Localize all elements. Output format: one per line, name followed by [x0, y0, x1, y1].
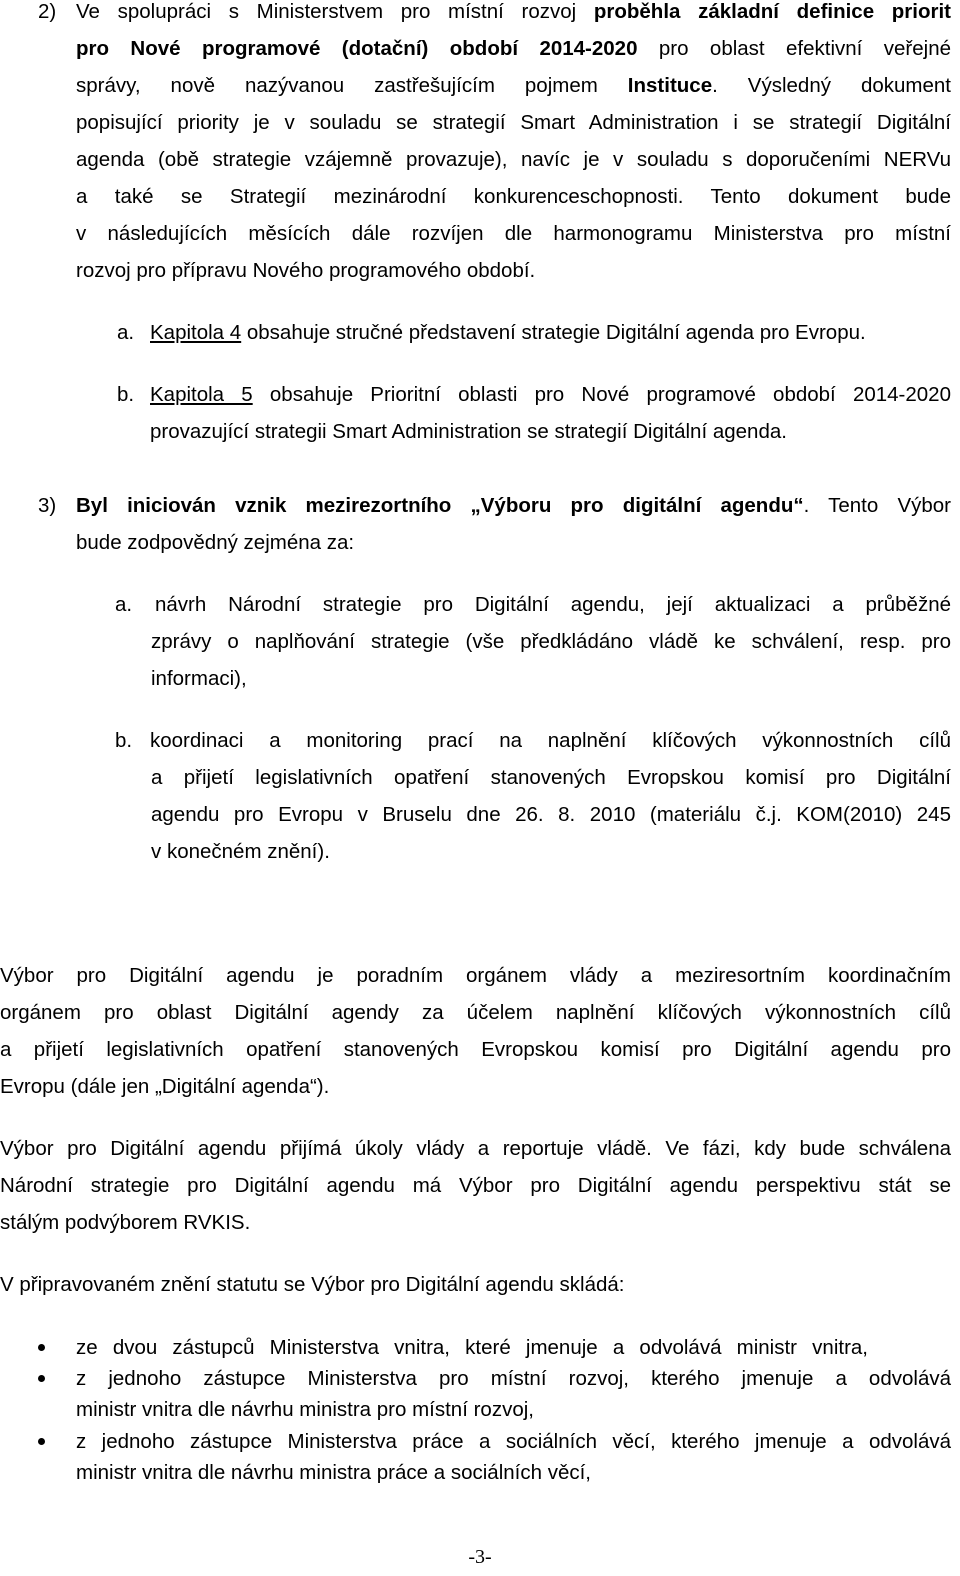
item2-line3: správy, nově nazývanou zastřešujícím pojmem Instituce. Výsledný dokument	[76, 74, 951, 97]
para1-line2: orgánem pro oblast Digitální agendy za účelem naplnění klíčových výkonnostních cílů	[0, 1001, 951, 1024]
item3-sub-b-line4: v konečném znění).	[151, 840, 330, 863]
kapitola-5-link[interactable]: Kapitola 5	[150, 383, 253, 406]
item3-sub-a-marker: a.	[115, 593, 133, 616]
item3-sub-a-line1: návrh Národní strategie pro Digitální agendu, její aktualizaci a průběžné	[155, 593, 951, 616]
bullet-3-line2: ministr vnitra dle návrhu ministra práce a sociálních věcí,	[76, 1461, 591, 1484]
para2-line2: Národní strategie pro Digitální agendu má Výbor pro Digitální agendu perspektivu stát se	[0, 1174, 951, 1197]
item2-line7: v následujících měsících dále rozvíjen dle harmonogramu Ministerstva pro místní	[76, 222, 951, 245]
item3-sub-b-marker: b.	[115, 729, 133, 752]
item2-sub-b-text1: Kapitola 5 obsahuje Prioritní oblasti pro Nové programové období 2014-2020	[150, 383, 951, 406]
bullet-dot	[38, 1344, 45, 1351]
para1-line3: a přijetí legislativních opatření stanovených Evropskou komisí pro Digitální agendu pro	[0, 1038, 951, 1061]
bullet-1-line1: ze dvou zástupců Ministerstva vnitra, které jmenuje a odvolává ministr vnitra,	[76, 1336, 868, 1359]
item2-line8: rozvoj pro přípravu Nového programového období.	[76, 259, 536, 282]
item3-line1: Byl iniciován vznik mezirezortního „Výboru pro digitální agendu“. Tento Výbor	[76, 494, 951, 517]
item3-sub-b-line3: agendu pro Evropu v Bruselu dne 26. 8. 2010 (materiálu č.j. KOM(2010) 245	[151, 803, 951, 826]
item3-sub-b-line1: koordinaci a monitoring prací na naplnění klíčových výkonnostních cílů	[150, 729, 951, 752]
bullet-2-line2: ministr vnitra dle návrhu ministra pro místní rozvoj,	[76, 1398, 534, 1421]
item3-sub-a-line2: zprávy o naplňování strategie (vše předkládáno vládě ke schválení, resp. pro	[151, 630, 951, 653]
item2-line4: popisující priority je v souladu se strategií Smart Administration i se strategií Digitální	[76, 111, 951, 134]
para2-line3: stálým podvýborem RVKIS.	[0, 1211, 251, 1234]
item2-line2: pro Nové programové (dotační) období 2014-2020 pro oblast efektivní veřejné	[76, 37, 951, 60]
para1-line1: Výbor pro Digitální agendu je poradním orgánem vlády a meziresortním koordinačním	[0, 964, 951, 987]
page-number: -3-	[468, 1546, 492, 1568]
bullet-dot	[38, 1438, 45, 1445]
item3-marker: 3)	[38, 494, 57, 517]
item2-sub-a-text: Kapitola 4 obsahuje stručné představení strategie Digitální agenda pro Evropu.	[150, 321, 866, 344]
item2-sub-b-text2: provazující strategii Smart Administration se strategií Digitální agenda.	[150, 420, 787, 443]
kapitola-4-link[interactable]: Kapitola 4	[150, 321, 242, 344]
item2-line1: Ve spolupráci s Ministerstvem pro místní rozvoj proběhla základní definice priorit	[76, 0, 951, 23]
item2-sub-a-marker: a.	[117, 321, 135, 344]
item2-line6: a také se Strategií mezinárodní konkurenceschopnosti. Tento dokument bude	[76, 185, 951, 208]
item3-sub-a-line3: informaci),	[151, 667, 247, 690]
bullet-3-line1: z jednoho zástupce Ministerstva práce a sociálních věcí, kterého jmenuje a odvolává	[76, 1430, 951, 1453]
para2-line1: Výbor pro Digitální agendu přijímá úkoly vlády a reportuje vládě. Ve fázi, kdy bude schválena	[0, 1137, 951, 1160]
para1-line4: Evropu (dále jen „Digitální agenda“).	[0, 1075, 330, 1098]
item2-marker: 2)	[38, 0, 57, 23]
para3: V připravovaném znění statutu se Výbor pro Digitální agendu skládá:	[0, 1273, 625, 1296]
item3-sub-b-line2: a přijetí legislativních opatření stanovených Evropskou komisí pro Digitální	[151, 766, 951, 789]
item2-line5: agenda (obě strategie vzájemně provazuje), navíc je v souladu s doporučeními NERVu	[76, 148, 951, 171]
item3-line2: bude zodpovědný zejména za:	[76, 531, 355, 554]
item2-sub-b-marker: b.	[117, 383, 135, 406]
bullet-dot	[38, 1375, 45, 1382]
bullet-2-line1: z jednoho zástupce Ministerstva pro místní rozvoj, kterého jmenuje a odvolává	[76, 1367, 951, 1390]
